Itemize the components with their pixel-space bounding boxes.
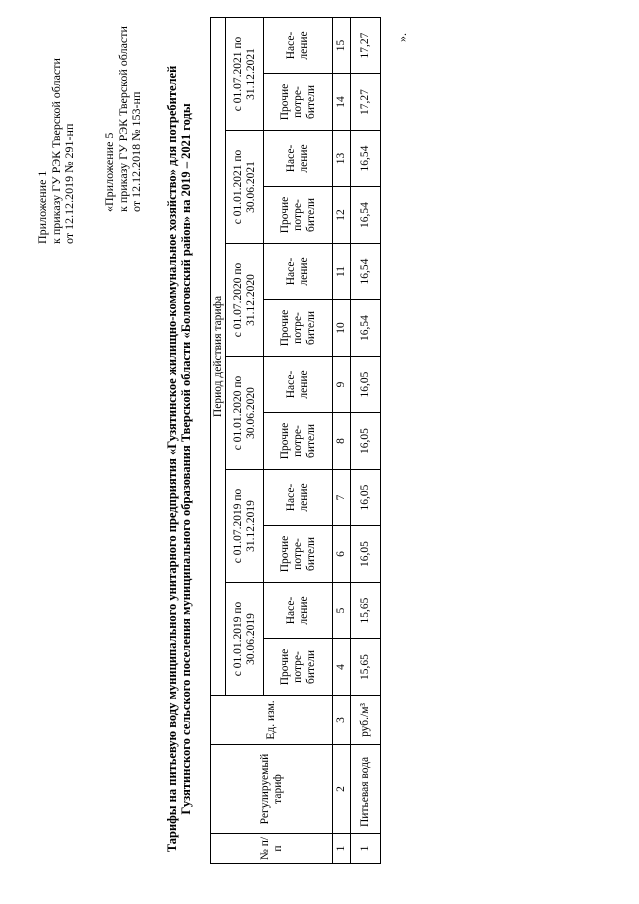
column-number: 1 <box>333 834 351 864</box>
column-number: 7 <box>333 470 351 526</box>
appendix-5-header <box>103 26 144 212</box>
sub-header-other: Прочие потре-бители <box>264 413 333 470</box>
column-number: 3 <box>333 696 351 745</box>
tariff-value: 17,27 <box>351 18 381 74</box>
header-unit: Ед. изм. <box>211 696 333 745</box>
column-number: 12 <box>333 187 351 244</box>
column-number: 2 <box>333 745 351 834</box>
closing-quote: ». <box>395 33 409 42</box>
title-line: Гузятинского сельского поселения муниципального образования Тверской области «Бологовский район» на 2019 – 2021 годы <box>179 103 193 815</box>
sub-header-other: Прочие потре-бители <box>264 526 333 583</box>
sub-header-population: Насе-ление <box>264 583 333 639</box>
appendix-1-header <box>36 58 77 244</box>
appendix-5-line: к приказу ГУ РЭК Тверской области <box>115 26 130 212</box>
column-number: 8 <box>333 413 351 470</box>
sub-header-population: Насе-ление <box>264 18 333 74</box>
sub-header-other: Прочие потре-бители <box>264 300 333 357</box>
row-tariff-name: Питьевая вода <box>351 745 381 834</box>
column-number: 14 <box>333 74 351 131</box>
header-period: Период действия тарифа <box>211 18 226 696</box>
tariff-value: 16,54 <box>351 300 381 357</box>
sub-header-population: Насе-ление <box>264 470 333 526</box>
title-line: Тарифы на питьевую воду муниципального унитарного предприятия «Гузятинское жилищно-коммунальное хозяйство» для потребителей <box>165 65 179 853</box>
header-num: № п/п <box>211 834 333 864</box>
sub-header-population: Насе-ление <box>264 244 333 300</box>
period-header: с 01.01.2021 по 30.06.2021 <box>226 131 264 244</box>
period-header: с 01.01.2020 по 30.06.2020 <box>226 357 264 470</box>
header-tariff: Регулируемый тариф <box>211 745 333 834</box>
sub-header-other: Прочие потре-бители <box>264 74 333 131</box>
column-number: 4 <box>333 639 351 696</box>
tariff-value: 16,05 <box>351 526 381 583</box>
tariff-value: 16,54 <box>351 244 381 300</box>
sub-header-population: Насе-ление <box>264 357 333 413</box>
tariff-value: 15,65 <box>351 583 381 639</box>
appendix-1-line: к приказу ГУ РЭК Тверской области <box>48 58 63 244</box>
sub-header-other: Прочие потре-бители <box>264 639 333 696</box>
sub-header-population: Насе-ление <box>264 131 333 187</box>
column-number: 10 <box>333 300 351 357</box>
period-header: с 01.07.2019 по 31.12.2019 <box>226 470 264 583</box>
appendix-1-line: от 12.12.2019 № 291-нп <box>62 123 76 244</box>
column-number: 6 <box>333 526 351 583</box>
row-unit: руб./м³ <box>351 696 381 745</box>
period-header: с 01.07.2020 по 31.12.2020 <box>226 244 264 357</box>
tariff-value: 16,05 <box>351 357 381 413</box>
table-row <box>351 18 381 864</box>
tariff-value: 16,54 <box>351 131 381 187</box>
tariff-value: 16,05 <box>351 413 381 470</box>
sub-header-other: Прочие потре-бители <box>264 187 333 244</box>
appendix-1-line: Приложение 1 <box>35 170 49 244</box>
appendix-5-line: от 12.12.2018 № 153-нп <box>129 91 143 212</box>
tariff-value: 15,65 <box>351 639 381 696</box>
column-number: 13 <box>333 131 351 187</box>
tariff-value: 17,27 <box>351 74 381 131</box>
row-num: 1 <box>351 834 381 864</box>
column-number: 9 <box>333 357 351 413</box>
column-number: 15 <box>333 18 351 74</box>
tariff-value: 16,54 <box>351 187 381 244</box>
period-header: с 01.01.2019 по 30.06.2019 <box>226 583 264 696</box>
tariff-value: 16,05 <box>351 470 381 526</box>
column-number: 5 <box>333 583 351 639</box>
document-title <box>165 54 193 864</box>
column-number-row <box>333 18 351 864</box>
tariff-table <box>210 17 381 864</box>
appendix-5-line: «Приложение 5 <box>102 132 116 212</box>
column-number: 11 <box>333 244 351 300</box>
period-header: с 01.07.2021 по 31.12.2021 <box>226 18 264 131</box>
